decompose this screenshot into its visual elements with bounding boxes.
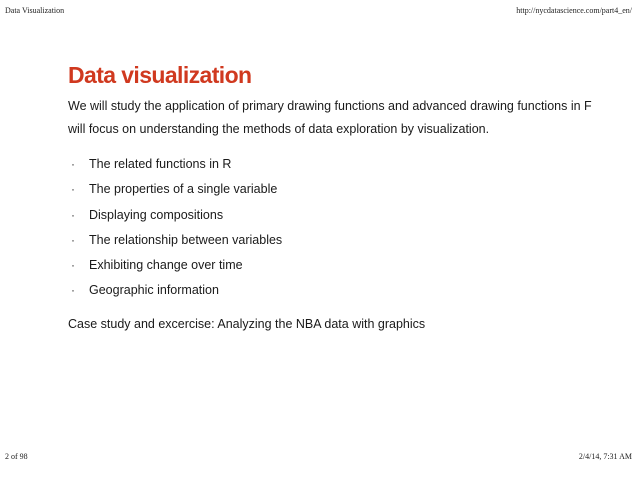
topic-item [68,253,628,278]
bullet-icon: · [71,258,75,273]
topic-list [68,152,628,304]
topic-label: Displaying compositions [89,207,224,222]
topic-item [68,278,628,303]
slide-title: Data visualization [68,62,252,88]
bullet-icon: · [71,283,75,298]
intro-line-1: We will study the application of primary drawing functions and advanced drawing functions in F [68,99,592,113]
print-footer-page: 2 of 98 [5,452,28,461]
print-header-url: http://nycdatascience.com/part4_en/ [516,6,632,15]
topic-item [68,228,628,253]
print-header-title: Data Visualization [5,6,65,15]
slide-content [68,60,628,335]
topic-label: The related functions in R [89,157,232,171]
case-study-text: Case study and excercise: Analyzing the NBA data with graphics [68,316,426,331]
topic-label: Exhibiting change over time [89,258,243,273]
topic-label: Geographic information [89,283,219,298]
intro-paragraph [68,95,628,141]
topic-label: The relationship between variables [89,232,283,247]
intro-line-2: will focus on understanding the methods of data exploration by visualization. [68,122,490,136]
bullet-icon: · [71,182,75,197]
bullet-icon: · [71,157,75,171]
topic-label: The properties of a single variable [89,182,278,197]
topic-item [68,177,628,202]
topic-item [68,203,628,228]
print-footer-datetime: 2/4/14, 7:31 AM [578,452,632,461]
bullet-icon: · [71,232,75,247]
topic-item [68,152,628,177]
bullet-icon: · [71,207,75,222]
